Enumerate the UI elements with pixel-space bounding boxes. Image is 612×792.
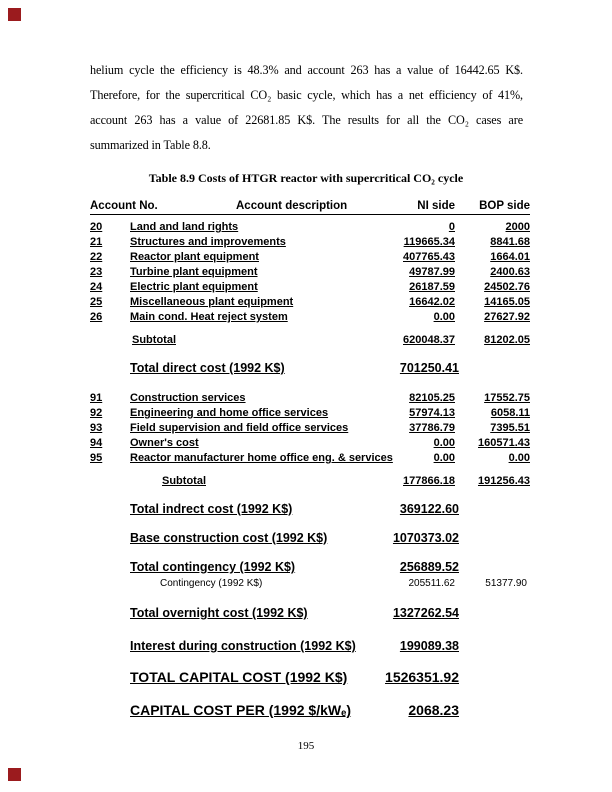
table-row <box>90 310 530 325</box>
base-construction-cost-row <box>90 530 530 547</box>
total-contingency-label: Total contingency (1992 K$) <box>130 560 296 574</box>
interest-during-construction-row <box>90 638 530 655</box>
bop-value: 2400.63 <box>490 266 530 278</box>
account-description: Land and land rights <box>130 221 239 233</box>
account-no: 26 <box>90 311 103 323</box>
account-description: Reactor plant equipment <box>130 251 259 263</box>
ni-value: 16642.02 <box>409 296 455 308</box>
total-direct-cost-label: Total direct cost (1992 K$) <box>130 361 285 375</box>
account-no: 95 <box>90 452 103 464</box>
bop-value: 7395.51 <box>490 422 530 434</box>
total-contingency-value: 256889.52 <box>399 560 459 574</box>
interest-during-construction-label: Interest during construction (1992 K$) <box>130 639 356 653</box>
ni-value: 119665.34 <box>403 236 455 248</box>
ni-value: 205511.62 <box>408 578 455 589</box>
account-description: Reactor manufacturer home office eng. & services <box>130 452 393 464</box>
corner-marker <box>8 8 21 21</box>
account-description: Engineering and home office services <box>130 407 329 419</box>
spacer-cell <box>90 333 130 348</box>
account-no: 22 <box>90 251 103 263</box>
capital-cost-per-label: CAPITAL COST PER (1992 $/kWₑ) <box>130 702 352 718</box>
total-overnight-cost-row <box>90 605 530 622</box>
ni-value: 0.00 <box>433 452 455 464</box>
total-capital-cost-label: TOTAL CAPITAL COST (1992 K$) <box>130 669 348 685</box>
account-description: Structures and improvements <box>130 236 286 248</box>
bop-value: 14165.05 <box>484 296 530 308</box>
bop-value: 0.00 <box>508 452 530 464</box>
table-row <box>90 265 530 280</box>
page-number: 195 <box>297 740 315 752</box>
total-overnight-cost-label: Total overnight cost (1992 K$) <box>130 606 308 620</box>
bop-value: 24502.76 <box>484 281 530 293</box>
total-indirect-cost-value: 369122.60 <box>399 502 459 516</box>
total-capital-cost-value: 1526351.92 <box>385 669 459 685</box>
account-no: 21 <box>90 236 103 248</box>
paragraph-line: account 263 has a value of 22681.85 K$. The results for all the CO₂ cases are <box>90 113 523 127</box>
total-indirect-cost-label: Total indrect cost (1992 K$) <box>130 502 293 516</box>
base-construction-cost-value: 1070373.02 <box>392 531 459 545</box>
account-no: 94 <box>90 437 103 449</box>
table-row <box>90 406 530 421</box>
contingency-detail-label: Contingency (1992 K$) <box>160 578 263 589</box>
bop-value: 51377.90 <box>485 578 527 589</box>
paragraph-line: helium cycle the efficiency is 48.3% and account 263 has a value of 16442.65 K$. <box>90 63 523 77</box>
total-overnight-cost-value: 1327262.54 <box>392 606 459 620</box>
total-contingency-row <box>90 559 530 576</box>
table-row <box>90 436 530 451</box>
capital-cost-per-value: 2068.23 <box>408 702 459 718</box>
bop-value: 81202.05 <box>484 334 530 346</box>
account-no: 25 <box>90 296 103 308</box>
account-description: Main cond. Heat reject system <box>130 311 288 323</box>
ni-value: 0.00 <box>433 311 455 323</box>
total-direct-cost-value: 701250.41 <box>399 361 459 375</box>
subtotal-label: Subtotal <box>132 334 176 346</box>
account-no: 23 <box>90 266 103 278</box>
table-row <box>90 421 530 436</box>
table-row <box>90 451 530 466</box>
ni-value: 57974.13 <box>409 407 455 419</box>
account-description: Construction services <box>130 392 246 404</box>
header-bop-side: BOP side <box>479 200 530 212</box>
table-title: Table 8.9 Costs of HTGR reactor with supercritical CO₂ cycle <box>148 171 464 185</box>
bop-value: 8841.68 <box>490 236 530 248</box>
contingency-detail-row <box>90 576 530 591</box>
bop-value: 1664.01 <box>490 251 530 263</box>
direct-subtotal-row <box>90 333 530 348</box>
table-row <box>90 235 530 250</box>
header-ni-side: NI side <box>417 200 455 212</box>
ni-value: 0 <box>448 221 455 233</box>
ni-value: 620048.37 <box>403 334 455 346</box>
account-no: 20 <box>90 221 103 233</box>
ni-value: 26187.59 <box>409 281 455 293</box>
account-no: 92 <box>90 407 103 419</box>
table-row <box>90 250 530 265</box>
account-description: Owner's cost <box>130 437 199 449</box>
account-description: Electric plant equipment <box>130 281 258 293</box>
table-header-row <box>90 197 530 215</box>
account-no: 91 <box>90 392 103 404</box>
ni-value: 37786.79 <box>409 422 455 434</box>
subtotal-label: Subtotal <box>162 475 206 487</box>
table-row <box>90 280 530 295</box>
header-account-description: Account description <box>236 200 348 212</box>
bop-value: 17552.75 <box>484 392 530 404</box>
paragraph-line: summarized in Table 8.8. <box>90 138 211 152</box>
ni-value: 177866.18 <box>403 475 455 487</box>
indirect-subtotal-row <box>90 474 530 489</box>
total-capital-cost-row <box>90 668 530 687</box>
spacer-cell <box>90 474 130 489</box>
interest-during-construction-value: 199089.38 <box>399 639 459 653</box>
bop-value: 191256.43 <box>478 475 530 487</box>
base-construction-cost-label: Base construction cost (1992 K$) <box>130 531 328 545</box>
cost-table <box>90 197 530 720</box>
bop-value: 160571.43 <box>478 437 530 449</box>
account-no: 24 <box>90 281 103 293</box>
paragraph-line: Therefore, for the supercritical CO₂ basic cycle, which has a net efficiency of 41%, <box>90 88 523 102</box>
ni-value: 49787.99 <box>409 266 455 278</box>
ni-value: 82105.25 <box>409 392 455 404</box>
ni-value: 0.00 <box>433 437 455 449</box>
account-description: Turbine plant equipment <box>130 266 258 278</box>
account-description: Miscellaneous plant equipment <box>130 296 294 308</box>
bop-value: 6058.11 <box>490 407 530 419</box>
table-row <box>90 295 530 310</box>
bop-value: 2000 <box>505 221 530 233</box>
bop-value: 27627.92 <box>484 311 530 323</box>
table-row <box>90 391 530 406</box>
account-no: 93 <box>90 422 103 434</box>
capital-cost-per-row <box>90 701 530 720</box>
corner-marker <box>8 768 21 781</box>
total-direct-cost-row <box>90 360 530 377</box>
header-account-no: Account No. <box>90 200 158 212</box>
ni-value: 407765.43 <box>403 251 455 263</box>
total-indirect-cost-row <box>90 501 530 518</box>
table-row <box>90 220 530 235</box>
body-paragraph <box>90 58 523 158</box>
account-description: Field supervision and field office services <box>130 422 349 434</box>
